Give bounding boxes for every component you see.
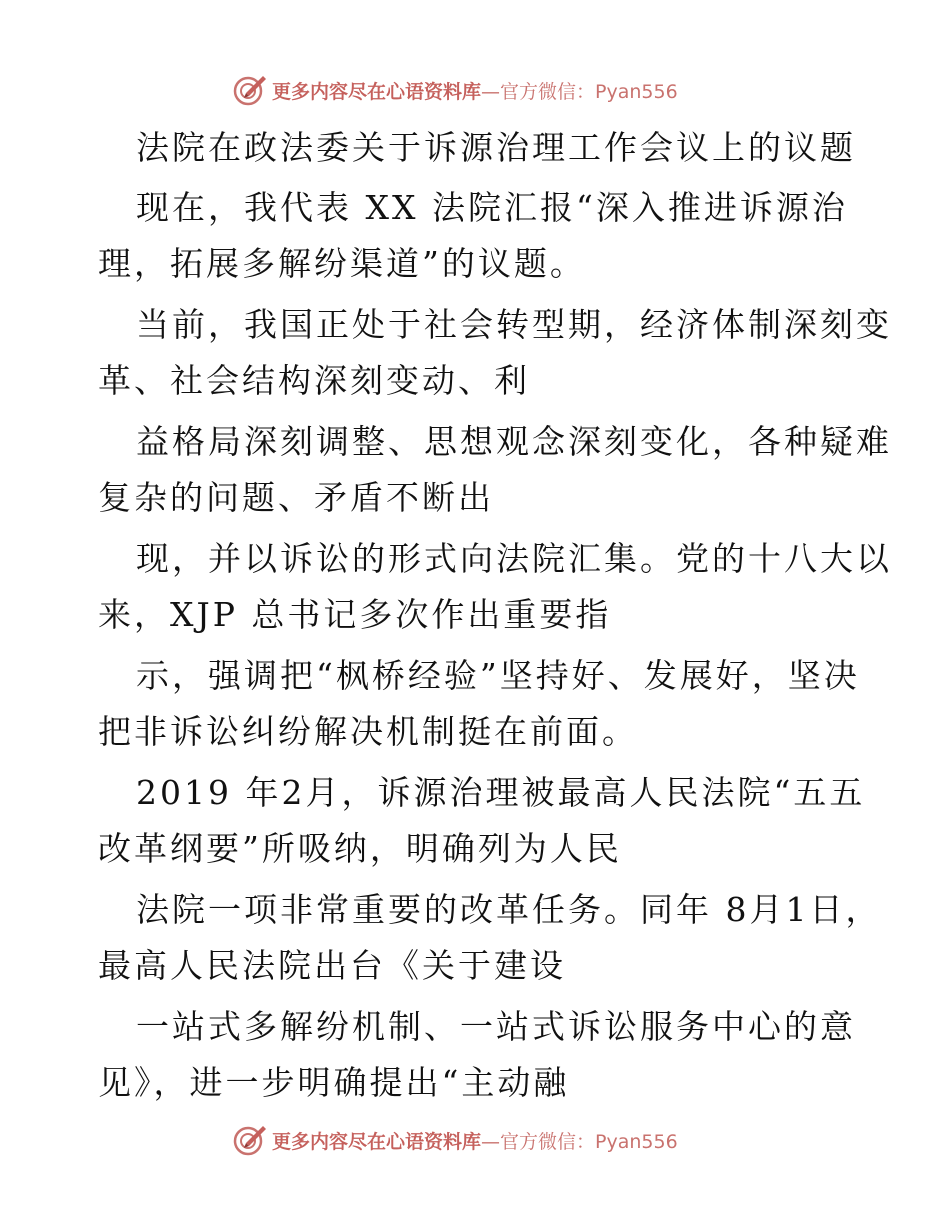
paragraph-line: 改革纲要”所吸纳，明确列为人民	[98, 829, 622, 868]
paragraph-line: 当前，我国正处于社会转型期，经济体制深刻变	[136, 305, 892, 344]
paragraph-line: 来，XJP 总书记多次作出重要指	[98, 595, 612, 634]
paragraph-line: 法院一项非常重要的改革任务。同年 8月1日，	[136, 890, 882, 929]
paragraph-line: 一站式多解纷机制、一站式诉讼服务中心的意	[136, 1007, 856, 1046]
paragraph-line: 理，拓展多解纷渠道”的议题。	[98, 244, 586, 283]
paragraph-line: 示，强调把“枫桥经验”坚持好、发展好，坚决	[136, 656, 860, 695]
paragraph-line: 把非诉讼纠纷解决机制挺在前面。	[98, 712, 638, 751]
watermark-text: 更多内容尽在心语资料库—官方微信：Pyan556	[272, 1130, 678, 1153]
paragraph-line: 见》，进一步明确提出“主动融	[98, 1063, 570, 1102]
paragraph-line: 益格局深刻调整、思想观念深刻变化，各种疑难	[136, 422, 892, 461]
footer-watermark-banner	[232, 1120, 752, 1160]
paragraph-line: 复杂的问题、矛盾不断出	[98, 478, 494, 517]
pen-logo-icon	[232, 1122, 268, 1158]
paragraph-line: 现，并以诉讼的形式向法院汇集。党的十八大以	[136, 539, 892, 578]
paragraph-line: 革、社会结构深刻变动、利	[98, 361, 530, 400]
document-title: 法院在政法委关于诉源治理工作会议上的议题	[136, 128, 856, 167]
paragraph-line: 最高人民法院出台《关于建设	[98, 946, 566, 985]
paragraph-line: 2019 年2月，诉源治理被最高人民法院“五五	[136, 773, 866, 812]
watermark-text: 更多内容尽在心语资料库—官方微信：Pyan556	[272, 80, 678, 103]
paragraph-line: 现在，我代表 XX 法院汇报“深入推进诉源治	[136, 188, 848, 227]
